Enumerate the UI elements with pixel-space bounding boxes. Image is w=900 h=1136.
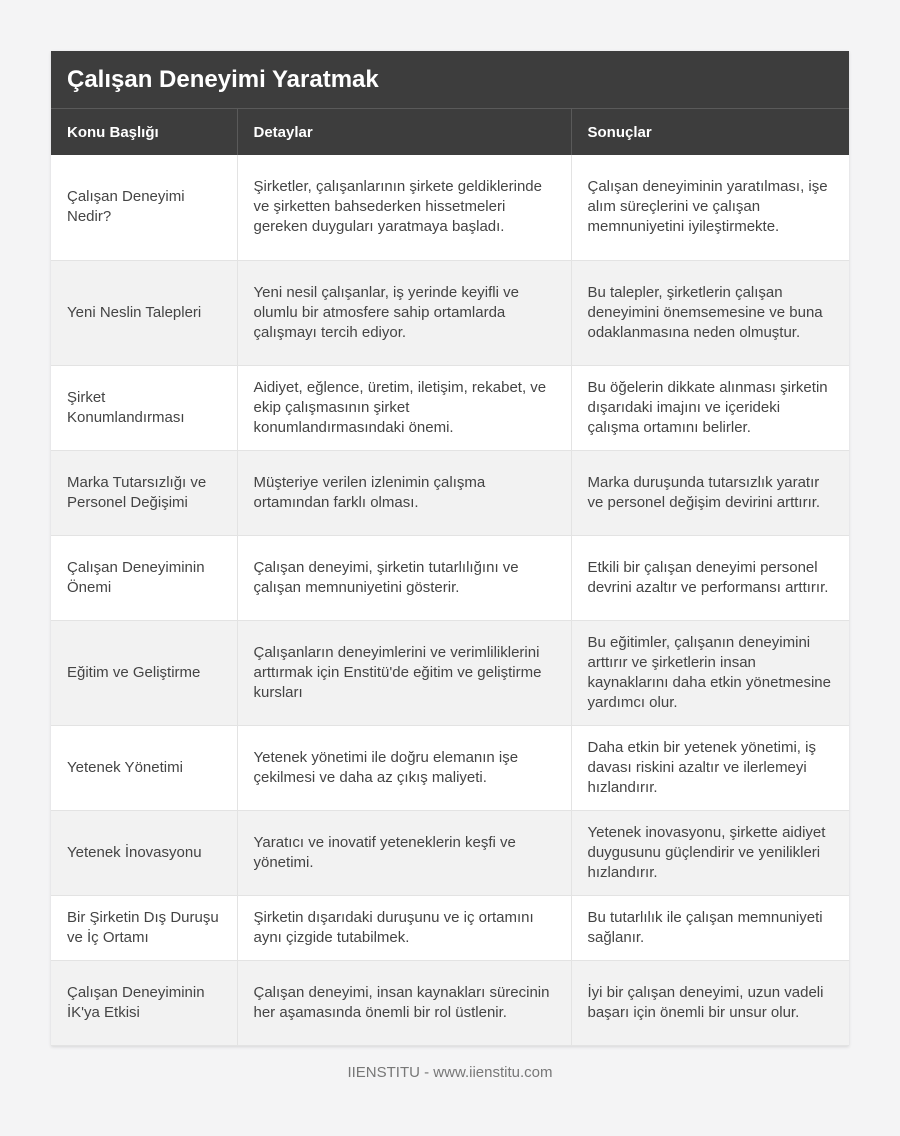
table-row [51,620,849,725]
table-row [51,535,849,620]
table-row [51,260,849,365]
column-header-topic: Konu Başlığı [51,109,237,156]
cell-topic: Bir Şirketin Dış Duruşu ve İç Ortamı [51,895,237,960]
table-row [51,960,849,1045]
column-header-details: Detaylar [237,109,571,156]
cell-results: İyi bir çalışan deneyimi, uzun vadeli başarı için önemli bir unsur olur. [571,960,849,1045]
cell-results: Yetenek inovasyonu, şirkette aidiyet duygusunu güçlendirir ve yenilikleri hızlandırır. [571,810,849,895]
cell-details: Çalışanların deneyimlerini ve verimliliklerini arttırmak için Enstitü'de eğitim ve geliştirme kursları [237,620,571,725]
cell-details: Yetenek yönetimi ile doğru elemanın işe çekilmesi ve daha az çıkış maliyeti. [237,725,571,810]
cell-details: Yeni nesil çalışanlar, iş yerinde keyifli ve olumlu bir atmosfere sahip ortamlarda çalışmayı tercih ediyor. [237,260,571,365]
cell-topic: Yetenek Yönetimi [51,725,237,810]
cell-details: Şirketin dışarıdaki duruşunu ve iç ortamını aynı çizgide tutabilmek. [237,895,571,960]
cell-details: Müşteriye verilen izlenimin çalışma ortamından farklı olması. [237,450,571,535]
cell-results: Bu eğitimler, çalışanın deneyimini arttırır ve şirketlerin insan kaynaklarını daha etkin yönetmesine yardımcı olur. [571,620,849,725]
cell-details: Çalışan deneyimi, şirketin tutarlılığını ve çalışan memnuniyetini gösterir. [237,535,571,620]
cell-results: Etkili bir çalışan deneyimi personel devrini azaltır ve performansı arttırır. [571,535,849,620]
table-row [51,895,849,960]
footer-credit: IIENSTITU - www.iienstitu.com [347,1064,553,1081]
cell-topic: Eğitim ve Geliştirme [51,620,237,725]
cell-topic: Çalışan Deneyimi Nedir? [51,155,237,260]
cell-results: Bu tutarlılık ile çalışan memnuniyeti sağlanır. [571,895,849,960]
table-row [51,725,849,810]
column-header-results: Sonuçlar [571,109,849,156]
cell-topic: Çalışan Deneyiminin Önemi [51,535,237,620]
cell-results: Çalışan deneyiminin yaratılması, işe alım süreçlerini ve çalışan memnuniyetini iyileştirmekte. [571,155,849,260]
table-row [51,810,849,895]
table-row [51,365,849,450]
cell-topic: Yeni Neslin Talepleri [51,260,237,365]
cell-details: Aidiyet, eğlence, üretim, iletişim, rekabet, ve ekip çalışmasının şirket konumlandırmasındaki önemi. [237,365,571,450]
table-row [51,450,849,535]
cell-topic: Çalışan Deneyiminin İK'ya Etkisi [51,960,237,1045]
cell-details: Şirketler, çalışanlarının şirkete geldiklerinde ve şirketten bahsederken hissetmeleri gereken duyguları yaratmaya başladı. [237,155,571,260]
cell-details: Yaratıcı ve inovatif yeteneklerin keşfi ve yönetimi. [237,810,571,895]
page-title: Çalışan Deneyimi Yaratmak [51,51,849,108]
cell-results: Daha etkin bir yetenek yönetimi, iş davası riskini azaltır ve ilerlemeyi hızlandırır. [571,725,849,810]
cell-topic: Marka Tutarsızlığı ve Personel Değişimi [51,450,237,535]
cell-results: Bu öğelerin dikkate alınması şirketin dışarıdaki imajını ve içerideki çalışma ortamını belirler. [571,365,849,450]
cell-results: Bu talepler, şirketlerin çalışan deneyimini önemsemesine ve buna odaklanmasına neden olmuştur. [571,260,849,365]
cell-details: Çalışan deneyimi, insan kaynakları sürecinin her aşamasında önemli bir rol üstlenir. [237,960,571,1045]
topics-table [51,108,849,1046]
cell-results: Marka duruşunda tutarsızlık yaratır ve personel değişim devirini arttırır. [571,450,849,535]
table-header-row [51,109,849,156]
content-card [51,51,849,1046]
cell-topic: Yetenek İnovasyonu [51,810,237,895]
cell-topic: Şirket Konumlandırması [51,365,237,450]
table-row [51,155,849,260]
